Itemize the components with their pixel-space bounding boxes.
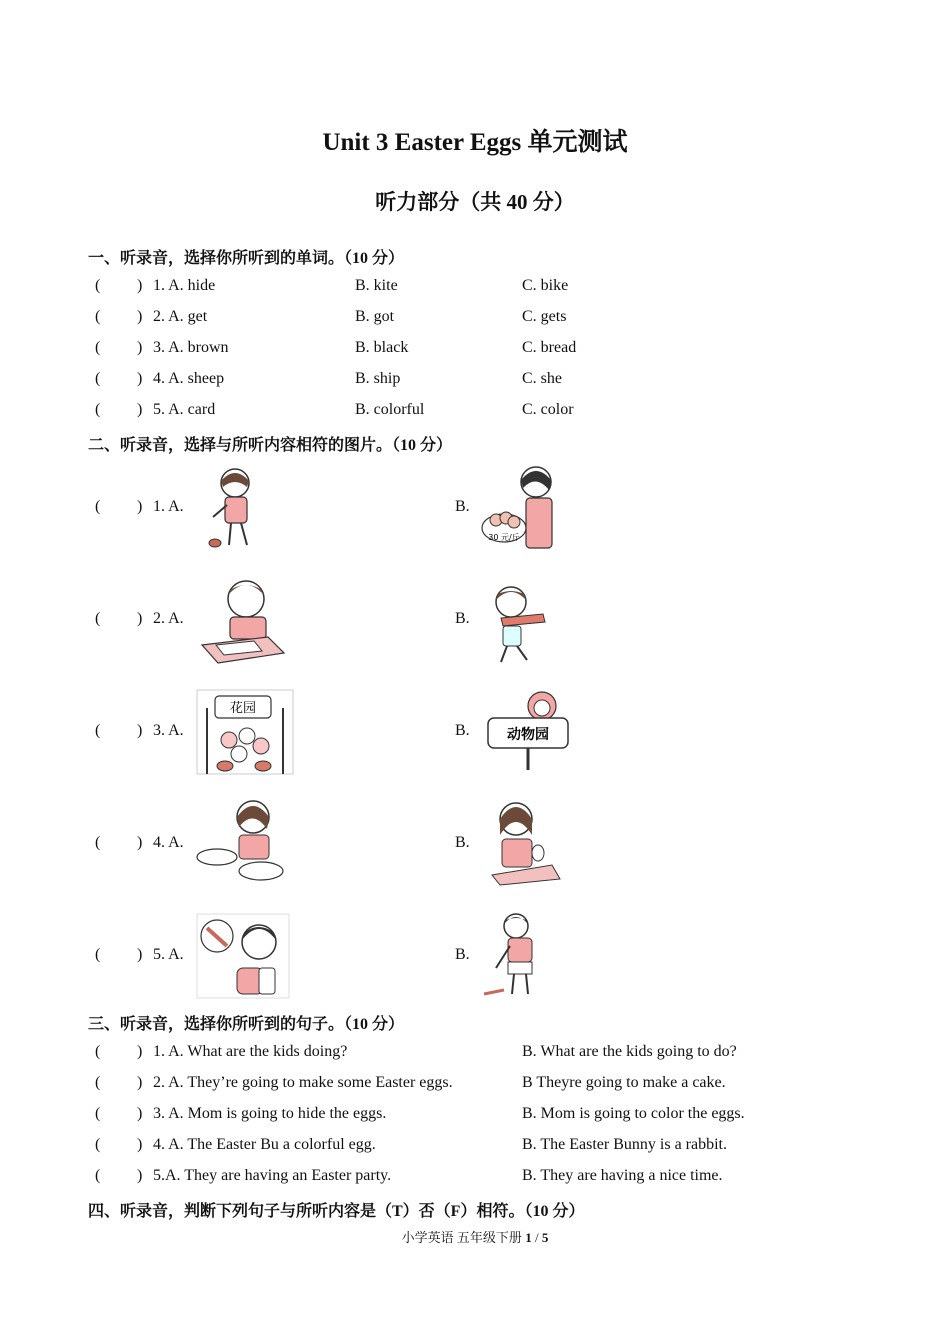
answer-blank-open[interactable]: (: [95, 834, 101, 851]
option-b: B. Mom is going to color the eggs.: [522, 1105, 745, 1122]
answer-blank-close: ): [137, 1105, 143, 1122]
section2-heading: 二、听录音，选择与所听内容相符的图片。（10 分）: [88, 437, 453, 454]
option-b-label: B.: [455, 722, 470, 739]
option-b-label: B.: [455, 610, 470, 627]
answer-blank-close: ): [137, 610, 143, 627]
answer-blank-close: ): [137, 277, 143, 294]
option-b: B. kite: [355, 277, 398, 294]
option-a: 2. A. They’re going to make some Easter eggs.: [153, 1074, 453, 1091]
page-subtitle: 听力部分（共 40 分）: [375, 190, 575, 214]
answer-blank-open[interactable]: (: [95, 339, 101, 356]
boy-picking-crayon-image[interactable]: [478, 910, 552, 1000]
answer-blank-close: ): [137, 498, 143, 515]
answer-blank-close: ): [137, 1043, 143, 1060]
girl-painting-egg-image[interactable]: [482, 795, 564, 887]
answer-blank-open[interactable]: (: [95, 370, 101, 387]
option-a-label: 2. A.: [153, 610, 184, 627]
answer-blank-open[interactable]: (: [95, 1136, 101, 1153]
option-a-label: 3. A.: [153, 722, 184, 739]
answer-blank-close: ): [137, 1167, 143, 1184]
answer-blank-close: ): [137, 370, 143, 387]
answer-blank-open[interactable]: (: [95, 1074, 101, 1091]
answer-blank-open[interactable]: (: [95, 946, 101, 963]
footer-page-number: 1: [525, 1230, 532, 1245]
answer-blank-open[interactable]: (: [95, 1105, 101, 1122]
boy-writing-image[interactable]: [198, 575, 286, 665]
option-b: B Theyre going to make a cake.: [522, 1074, 726, 1091]
option-c: C. she: [522, 370, 562, 387]
answer-blank-open[interactable]: (: [95, 1167, 101, 1184]
answer-blank-open[interactable]: (: [95, 722, 101, 739]
page-title: Unit 3 Easter Eggs 单元测试: [322, 129, 628, 156]
option-b-label: B.: [455, 946, 470, 963]
answer-blank-close: ): [137, 722, 143, 739]
zoo-sign-image[interactable]: [480, 688, 574, 774]
answer-blank-close: ): [137, 834, 143, 851]
girl-cooking-image[interactable]: [195, 795, 285, 885]
option-b: B. The Easter Bunny is a rabbit.: [522, 1136, 727, 1153]
option-a: 5.A. They are having an Easter party.: [153, 1167, 392, 1184]
option-b: B. ship: [355, 370, 401, 387]
option-c: C. bread: [522, 339, 577, 356]
answer-blank-close: ): [137, 339, 143, 356]
section4-heading: 四、听录音，判断下列句子与所听内容是（T）否（F）相符。（10 分）: [88, 1203, 585, 1220]
option-a-label: 1. A.: [153, 498, 184, 515]
answer-blank-open[interactable]: (: [95, 1043, 101, 1060]
section1-heading: 一、听录音，选择你所听到的单词。（10 分）: [88, 250, 405, 267]
option-a: 1. A. hide: [153, 277, 216, 294]
option-b: B. They are having a nice time.: [522, 1167, 723, 1184]
woman-selling-eggs-image[interactable]: [478, 460, 563, 555]
option-b: B. black: [355, 339, 409, 356]
option-a-label: 5. A.: [153, 946, 184, 963]
option-a: 4. A. sheep: [153, 370, 225, 387]
answer-blank-close: ): [137, 308, 143, 325]
option-a: 1. A. What are the kids doing?: [153, 1043, 348, 1060]
option-b-label: B.: [455, 498, 470, 515]
answer-blank-open[interactable]: (: [95, 610, 101, 627]
footer-text: 小学英语 五年级下册: [401, 1230, 526, 1245]
page-footer: [0, 1227, 950, 1246]
boy-thinking-crayon-image[interactable]: [195, 912, 291, 1000]
footer-page-total: 5: [541, 1230, 549, 1245]
zoo-sign-text: 动物园: [507, 727, 549, 743]
option-a: 3. A. Mom is going to hide the eggs.: [153, 1105, 387, 1122]
option-c: C. bike: [522, 277, 569, 294]
boy-skating-image[interactable]: [483, 580, 553, 668]
option-c: C. color: [522, 401, 574, 418]
girl-dropping-egg-image[interactable]: [195, 465, 275, 553]
answer-blank-open[interactable]: (: [95, 277, 101, 294]
garden-sign-text: 花园: [229, 701, 257, 716]
price-sign: 30 元/斤: [488, 533, 520, 542]
answer-blank-close: ): [137, 401, 143, 418]
option-b: B. What are the kids going to do?: [522, 1043, 737, 1060]
answer-blank-close: ): [137, 1136, 143, 1153]
option-b: B. colorful: [355, 401, 425, 418]
answer-blank-close: ): [137, 946, 143, 963]
answer-blank-close: ): [137, 1074, 143, 1091]
answer-blank-open[interactable]: (: [95, 498, 101, 515]
garden-sign-image[interactable]: [195, 688, 295, 776]
option-a-label: 4. A.: [153, 834, 184, 851]
option-a: 3. A. brown: [153, 339, 229, 356]
answer-blank-open[interactable]: (: [95, 308, 101, 325]
section3-heading: 三、听录音，选择你所听到的句子。（10 分）: [88, 1016, 405, 1033]
option-a: 2. A. get: [153, 308, 208, 325]
option-b: B. got: [355, 308, 395, 325]
option-c: C. gets: [522, 308, 567, 325]
option-b-label: B.: [455, 834, 470, 851]
footer-separator: /: [531, 1230, 542, 1245]
answer-blank-open[interactable]: (: [95, 401, 101, 418]
option-a: 5. A. card: [153, 401, 216, 418]
option-a: 4. A. The Easter Bu a colorful egg.: [153, 1136, 376, 1153]
